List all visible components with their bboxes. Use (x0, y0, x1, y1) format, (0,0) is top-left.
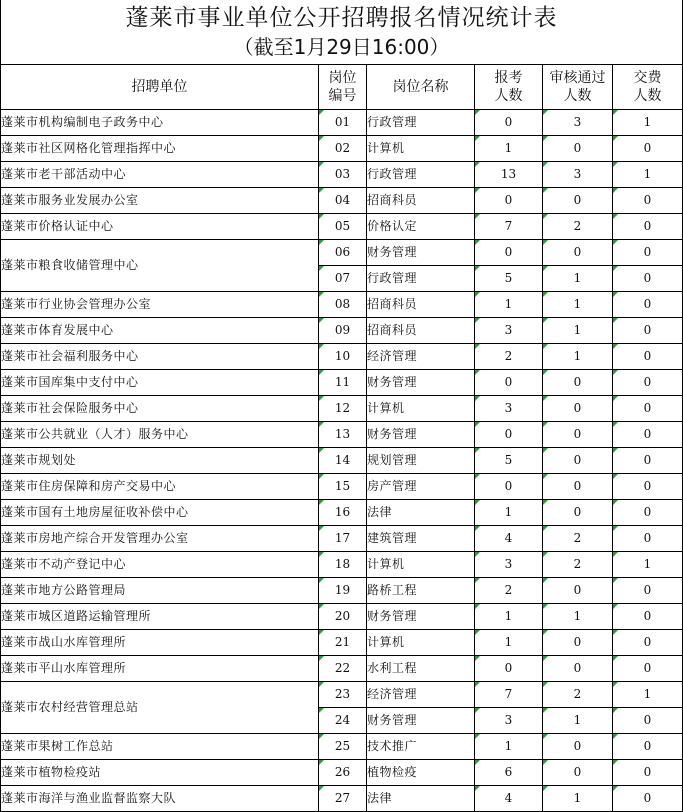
applied-count-cell: 6 (475, 760, 543, 786)
unit-name-cell: 蓬莱市行业协会管理办公室 (1, 292, 319, 318)
position-name-cell: 行政管理 (367, 110, 475, 136)
position-name-cell: 法律 (367, 786, 475, 812)
applied-count-cell: 5 (475, 266, 543, 292)
unit-name-cell: 蓬莱市房地产综合开发管理办公室 (1, 526, 319, 552)
position-code-cell: 02 (319, 136, 367, 162)
position-name-cell: 招商科员 (367, 318, 475, 344)
paid-count-cell: 0 (613, 136, 683, 162)
approved-count-cell: 1 (543, 266, 613, 292)
applied-count-cell: 0 (475, 110, 543, 136)
position-name-cell: 财务管理 (367, 604, 475, 630)
approved-count-cell: 0 (543, 136, 613, 162)
applied-count-cell: 4 (475, 786, 543, 812)
unit-name-cell: 蓬莱市粮食收储管理中心 (1, 240, 319, 292)
applied-count-cell: 3 (475, 396, 543, 422)
unit-name-cell: 蓬莱市社会福利服务中心 (1, 344, 319, 370)
unit-name-cell: 蓬莱市公共就业（人才）服务中心 (1, 422, 319, 448)
position-code-cell: 21 (319, 630, 367, 656)
position-code-cell: 27 (319, 786, 367, 812)
position-name-cell: 技术推广 (367, 734, 475, 760)
table-row (1, 344, 683, 370)
registration-table (0, 64, 683, 812)
position-code-cell: 24 (319, 708, 367, 734)
position-code-cell: 09 (319, 318, 367, 344)
approved-count-cell: 2 (543, 552, 613, 578)
position-code-cell: 10 (319, 344, 367, 370)
applied-count-cell: 1 (475, 604, 543, 630)
approved-count-cell: 0 (543, 500, 613, 526)
paid-count-cell: 0 (613, 604, 683, 630)
approved-count-cell: 0 (543, 630, 613, 656)
table-row (1, 760, 683, 786)
position-code-cell: 03 (319, 162, 367, 188)
unit-name-cell: 蓬莱市战山水库管理所 (1, 630, 319, 656)
unit-name-cell: 蓬莱市不动产登记中心 (1, 552, 319, 578)
header-paid: 交费 人数 (613, 65, 683, 110)
applied-count-cell: 3 (475, 708, 543, 734)
table-row (1, 734, 683, 760)
table-row (1, 552, 683, 578)
position-name-cell: 规划管理 (367, 448, 475, 474)
table-row (1, 188, 683, 214)
paid-count-cell: 0 (613, 760, 683, 786)
paid-count-cell: 0 (613, 214, 683, 240)
position-code-cell: 12 (319, 396, 367, 422)
table-row (1, 682, 683, 708)
applied-count-cell: 3 (475, 552, 543, 578)
table-row (1, 162, 683, 188)
paid-count-cell: 0 (613, 344, 683, 370)
table-row (1, 370, 683, 396)
table-row (1, 110, 683, 136)
table-row (1, 786, 683, 812)
approved-count-cell: 0 (543, 240, 613, 266)
unit-name-cell: 蓬莱市果树工作总站 (1, 734, 319, 760)
header-approved: 审核通过 人数 (543, 65, 613, 110)
approved-count-cell: 0 (543, 578, 613, 604)
approved-count-cell: 2 (543, 526, 613, 552)
table-header-row (1, 65, 683, 110)
header-position: 岗位名称 (367, 65, 475, 110)
position-code-cell: 17 (319, 526, 367, 552)
unit-name-cell: 蓬莱市农村经营管理总站 (1, 682, 319, 734)
applied-count-cell: 0 (475, 188, 543, 214)
paid-count-cell: 0 (613, 370, 683, 396)
position-name-cell: 财务管理 (367, 422, 475, 448)
table-row (1, 578, 683, 604)
paid-count-cell: 0 (613, 240, 683, 266)
position-name-cell: 财务管理 (367, 370, 475, 396)
position-name-cell: 路桥工程 (367, 578, 475, 604)
position-name-cell: 招商科员 (367, 292, 475, 318)
position-code-cell: 08 (319, 292, 367, 318)
position-code-cell: 23 (319, 682, 367, 708)
position-name-cell: 经济管理 (367, 344, 475, 370)
position-name-cell: 水利工程 (367, 656, 475, 682)
table-row (1, 656, 683, 682)
unit-name-cell: 蓬莱市机构编制电子政务中心 (1, 110, 319, 136)
applied-count-cell: 7 (475, 214, 543, 240)
position-code-cell: 18 (319, 552, 367, 578)
approved-count-cell: 0 (543, 370, 613, 396)
position-code-cell: 04 (319, 188, 367, 214)
applied-count-cell: 0 (475, 240, 543, 266)
unit-name-cell: 蓬莱市地方公路管理局 (1, 578, 319, 604)
applied-count-cell: 2 (475, 344, 543, 370)
table-row (1, 422, 683, 448)
approved-count-cell: 1 (543, 292, 613, 318)
unit-name-cell: 蓬莱市国库集中支付中心 (1, 370, 319, 396)
unit-name-cell: 蓬莱市体育发展中心 (1, 318, 319, 344)
applied-count-cell: 0 (475, 474, 543, 500)
table-row (1, 292, 683, 318)
table-row (1, 630, 683, 656)
position-name-cell: 植物检疫 (367, 760, 475, 786)
paid-count-cell: 0 (613, 786, 683, 812)
unit-name-cell: 蓬莱市规划处 (1, 448, 319, 474)
unit-name-cell: 蓬莱市价格认证中心 (1, 214, 319, 240)
approved-count-cell: 0 (543, 474, 613, 500)
header-unit: 招聘单位 (1, 65, 319, 110)
position-name-cell: 房产管理 (367, 474, 475, 500)
approved-count-cell: 0 (543, 734, 613, 760)
unit-name-cell: 蓬莱市社区网格化管理指挥中心 (1, 136, 319, 162)
unit-name-cell: 蓬莱市服务业发展办公室 (1, 188, 319, 214)
position-name-cell: 行政管理 (367, 162, 475, 188)
applied-count-cell: 0 (475, 656, 543, 682)
position-code-cell: 05 (319, 214, 367, 240)
position-name-cell: 价格认定 (367, 214, 475, 240)
approved-count-cell: 0 (543, 188, 613, 214)
position-name-cell: 计算机 (367, 136, 475, 162)
applied-count-cell: 13 (475, 162, 543, 188)
table-row (1, 474, 683, 500)
position-name-cell: 法律 (367, 500, 475, 526)
paid-count-cell: 0 (613, 188, 683, 214)
paid-count-cell: 0 (613, 630, 683, 656)
paid-count-cell: 0 (613, 500, 683, 526)
table-row (1, 396, 683, 422)
paid-count-cell: 0 (613, 318, 683, 344)
position-name-cell: 财务管理 (367, 708, 475, 734)
position-name-cell: 招商科员 (367, 188, 475, 214)
unit-name-cell: 蓬莱市社会保险服务中心 (1, 396, 319, 422)
position-code-cell: 26 (319, 760, 367, 786)
paid-count-cell: 0 (613, 526, 683, 552)
position-name-cell: 经济管理 (367, 682, 475, 708)
approved-count-cell: 3 (543, 110, 613, 136)
paid-count-cell: 0 (613, 448, 683, 474)
position-name-cell: 计算机 (367, 552, 475, 578)
applied-count-cell: 4 (475, 526, 543, 552)
paid-count-cell: 0 (613, 708, 683, 734)
unit-name-cell: 蓬莱市老干部活动中心 (1, 162, 319, 188)
unit-name-cell: 蓬莱市平山水库管理所 (1, 656, 319, 682)
position-code-cell: 15 (319, 474, 367, 500)
position-name-cell: 财务管理 (367, 240, 475, 266)
paid-count-cell: 0 (613, 422, 683, 448)
position-code-cell: 14 (319, 448, 367, 474)
approved-count-cell: 2 (543, 682, 613, 708)
position-code-cell: 06 (319, 240, 367, 266)
position-name-cell: 行政管理 (367, 266, 475, 292)
applied-count-cell: 0 (475, 370, 543, 396)
header-code: 岗位 编号 (319, 65, 367, 110)
approved-count-cell: 1 (543, 344, 613, 370)
position-code-cell: 25 (319, 734, 367, 760)
position-code-cell: 07 (319, 266, 367, 292)
table-row (1, 500, 683, 526)
applied-count-cell: 1 (475, 734, 543, 760)
title-block (0, 0, 683, 64)
approved-count-cell: 2 (543, 214, 613, 240)
paid-count-cell: 0 (613, 474, 683, 500)
position-code-cell: 13 (319, 422, 367, 448)
page-title: 蓬莱市事业单位公开招聘报名情况统计表 (125, 5, 558, 31)
position-code-cell: 11 (319, 370, 367, 396)
applied-count-cell: 0 (475, 422, 543, 448)
applied-count-cell: 3 (475, 318, 543, 344)
approved-count-cell: 1 (543, 604, 613, 630)
approved-count-cell: 1 (543, 318, 613, 344)
unit-name-cell: 蓬莱市海洋与渔业监督监察大队 (1, 786, 319, 812)
applied-count-cell: 1 (475, 500, 543, 526)
unit-name-cell: 蓬莱市国有土地房屋征收补偿中心 (1, 500, 319, 526)
table-row (1, 318, 683, 344)
applied-count-cell: 1 (475, 136, 543, 162)
approved-count-cell: 0 (543, 448, 613, 474)
applied-count-cell: 5 (475, 448, 543, 474)
approved-count-cell: 0 (543, 396, 613, 422)
approved-count-cell: 1 (543, 786, 613, 812)
paid-count-cell: 1 (613, 682, 683, 708)
applied-count-cell: 1 (475, 292, 543, 318)
page-subtitle: （截至1月29日16:00） (233, 35, 450, 59)
table-row (1, 448, 683, 474)
position-code-cell: 22 (319, 656, 367, 682)
position-code-cell: 16 (319, 500, 367, 526)
position-code-cell: 19 (319, 578, 367, 604)
table-row (1, 214, 683, 240)
paid-count-cell: 1 (613, 110, 683, 136)
approved-count-cell: 0 (543, 656, 613, 682)
table-body (1, 110, 683, 812)
paid-count-cell: 1 (613, 162, 683, 188)
unit-name-cell: 蓬莱市城区道路运输管理所 (1, 604, 319, 630)
header-applied: 报考 人数 (475, 65, 543, 110)
table-row (1, 240, 683, 266)
unit-name-cell: 蓬莱市植物检疫站 (1, 760, 319, 786)
paid-count-cell: 0 (613, 578, 683, 604)
approved-count-cell: 3 (543, 162, 613, 188)
paid-count-cell: 0 (613, 396, 683, 422)
paid-count-cell: 0 (613, 266, 683, 292)
approved-count-cell: 1 (543, 708, 613, 734)
paid-count-cell: 0 (613, 734, 683, 760)
position-code-cell: 20 (319, 604, 367, 630)
paid-count-cell: 1 (613, 552, 683, 578)
table-row (1, 526, 683, 552)
approved-count-cell: 0 (543, 422, 613, 448)
applied-count-cell: 7 (475, 682, 543, 708)
position-name-cell: 建筑管理 (367, 526, 475, 552)
paid-count-cell: 0 (613, 292, 683, 318)
position-code-cell: 01 (319, 110, 367, 136)
applied-count-cell: 1 (475, 630, 543, 656)
position-name-cell: 计算机 (367, 630, 475, 656)
paid-count-cell: 0 (613, 656, 683, 682)
unit-name-cell: 蓬莱市住房保障和房产交易中心 (1, 474, 319, 500)
applied-count-cell: 2 (475, 578, 543, 604)
position-name-cell: 计算机 (367, 396, 475, 422)
table-row (1, 136, 683, 162)
approved-count-cell: 0 (543, 760, 613, 786)
table-row (1, 604, 683, 630)
